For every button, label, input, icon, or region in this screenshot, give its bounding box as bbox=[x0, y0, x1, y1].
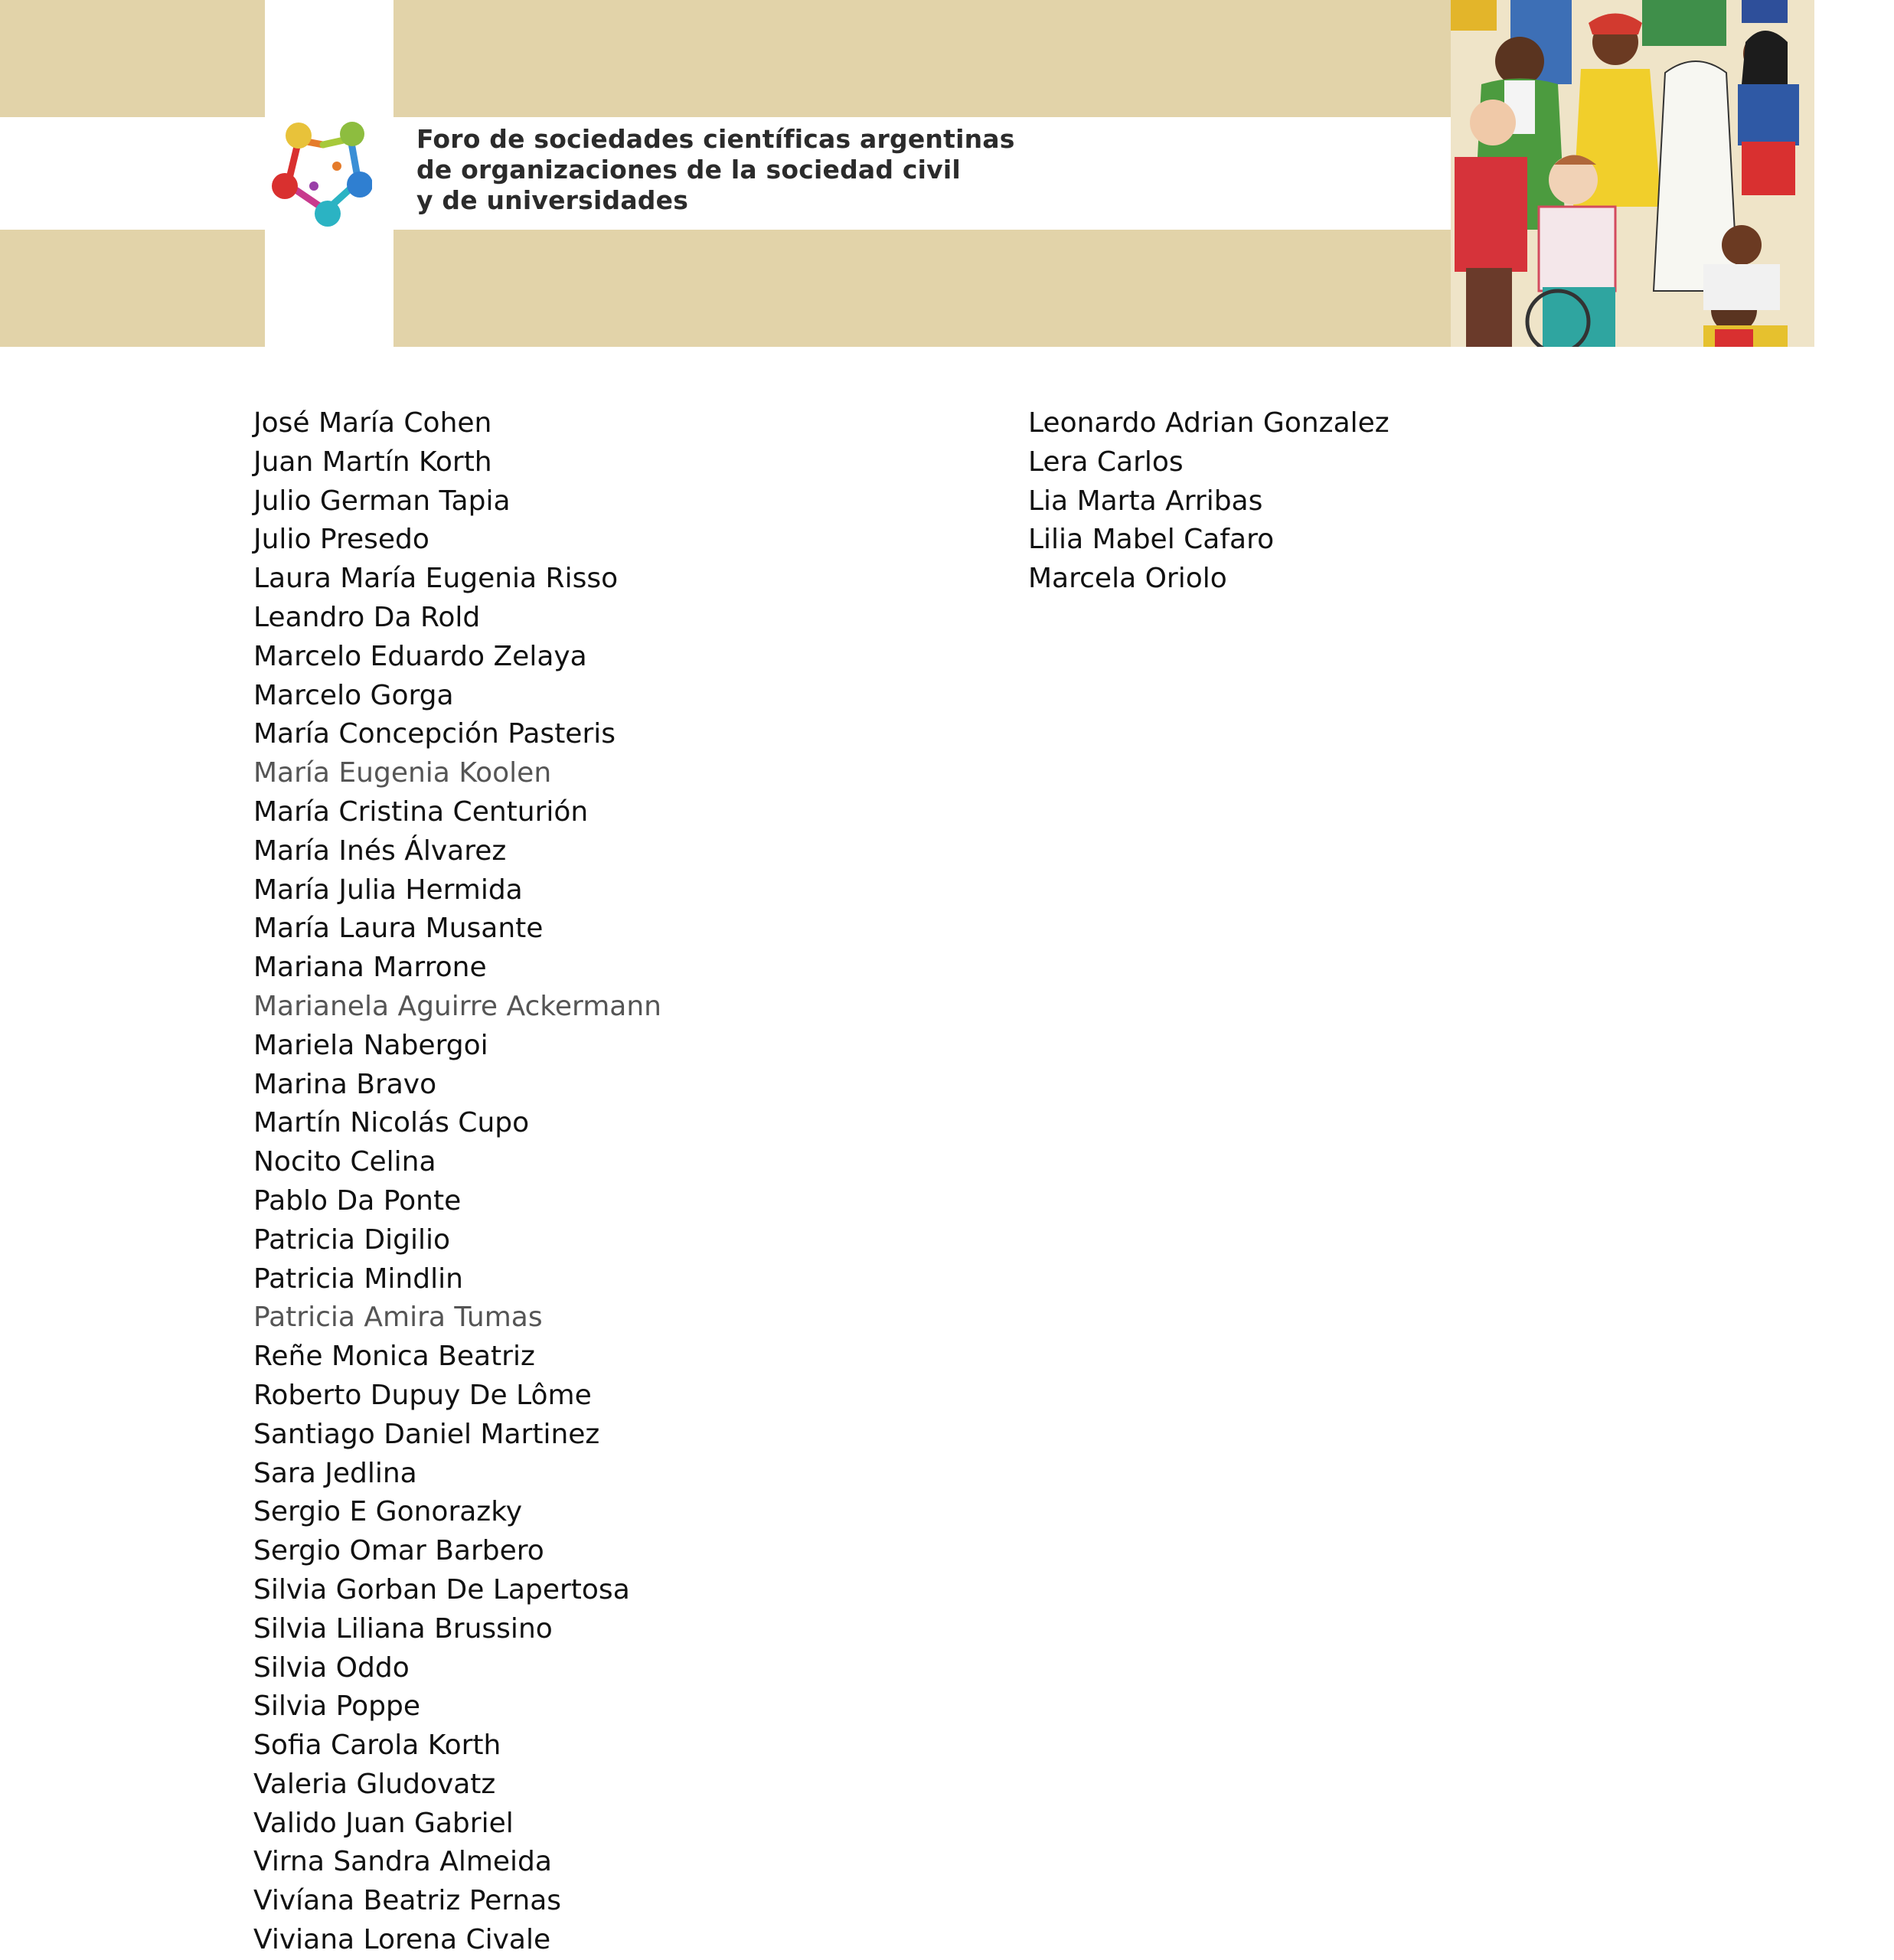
name-list-item: Silvia Oddo bbox=[253, 1651, 410, 1684]
name-list-item: Julio German Tapia bbox=[253, 485, 511, 517]
name-list-item: Silvia Gorban De Lapertosa bbox=[253, 1573, 630, 1606]
name-list-item: Patricia Mindlin bbox=[253, 1263, 463, 1295]
name-list-item: Marcela Oriolo bbox=[1028, 563, 1227, 595]
name-list-item: Marcelo Eduardo Zelaya bbox=[253, 640, 587, 672]
name-list-item: Leandro Da Rold bbox=[253, 601, 481, 633]
banner-band-bottom bbox=[0, 230, 1451, 347]
header-banner bbox=[0, 0, 1894, 347]
name-list-item: Leonardo Adrian Gonzalez bbox=[1028, 407, 1389, 439]
name-list-item: José María Cohen bbox=[253, 407, 492, 439]
name-list-item: Lera Carlos bbox=[1028, 446, 1184, 478]
name-list-item: Sofia Carola Korth bbox=[253, 1730, 501, 1762]
name-list-item: María Inés Álvarez bbox=[253, 835, 507, 867]
name-list-item: Marcelo Gorga bbox=[253, 679, 454, 711]
name-list-item: Sara Jedlina bbox=[253, 1457, 417, 1489]
name-list-item: Laura María Eugenia Risso bbox=[253, 563, 619, 595]
name-list-item: Lilia Mabel Cafaro bbox=[1028, 524, 1275, 556]
name-list-item: Nocito Celina bbox=[253, 1146, 436, 1178]
people-illustration bbox=[1451, 0, 1814, 347]
name-list-item: Santiago Daniel Martinez bbox=[253, 1418, 600, 1450]
names-list-right bbox=[1028, 404, 1389, 599]
name-list-item: Viviana Lorena Civale bbox=[253, 1924, 551, 1956]
name-list-item: Pablo Da Ponte bbox=[253, 1184, 462, 1217]
name-list-item: Marina Bravo bbox=[253, 1068, 437, 1100]
name-list-item: María Cristina Centurión bbox=[253, 795, 589, 828]
name-list-item: Patricia Amira Tumas bbox=[253, 1302, 543, 1334]
name-list-item: Reñe Monica Beatriz bbox=[253, 1341, 535, 1373]
name-list-item: Patricia Digilio bbox=[253, 1223, 450, 1256]
name-list-item: Valeria Gludovatz bbox=[253, 1768, 496, 1800]
name-list-item: María Julia Hermida bbox=[253, 874, 523, 906]
names-list-left bbox=[253, 404, 661, 1960]
name-list-item: Roberto Dupuy De Lôme bbox=[253, 1379, 592, 1411]
org-name-line-3: y de universidades bbox=[416, 185, 689, 215]
org-name-line-1: Foro de sociedades científicas argentinas bbox=[416, 124, 1015, 154]
name-list-item: Marianela Aguirre Ackermann bbox=[253, 990, 661, 1022]
name-list-item: Martín Nicolás Cupo bbox=[253, 1107, 530, 1139]
name-list-item: Sergio Omar Barbero bbox=[253, 1535, 544, 1567]
name-list-item: Virna Sandra Almeida bbox=[253, 1846, 552, 1878]
name-list-item: María Eugenia Koolen bbox=[253, 757, 552, 789]
name-list-item: Lia Marta Arribas bbox=[1028, 485, 1263, 517]
name-list-item: Mariana Marrone bbox=[253, 952, 487, 984]
name-list-item: Silvia Poppe bbox=[253, 1690, 420, 1723]
forum-logo-icon bbox=[269, 119, 372, 230]
name-list-item: María Laura Musante bbox=[253, 913, 544, 945]
org-name-line-2: de organizaciones de la sociedad civil bbox=[416, 155, 961, 185]
name-list-item: María Concepción Pasteris bbox=[253, 718, 616, 750]
banner-band-top bbox=[0, 0, 1451, 117]
name-list-item: Juan Martín Korth bbox=[253, 446, 492, 478]
name-list-item: Sergio E Gonorazky bbox=[253, 1496, 523, 1528]
name-list-item: Valido Juan Gabriel bbox=[253, 1807, 514, 1839]
name-list-item: Mariela Nabergoi bbox=[253, 1029, 488, 1061]
organization-name bbox=[416, 124, 1014, 216]
name-list-item: Vivíana Beatriz Pernas bbox=[253, 1885, 562, 1917]
name-list-item: Silvia Liliana Brussino bbox=[253, 1612, 553, 1645]
name-list-item: Julio Presedo bbox=[253, 524, 429, 556]
